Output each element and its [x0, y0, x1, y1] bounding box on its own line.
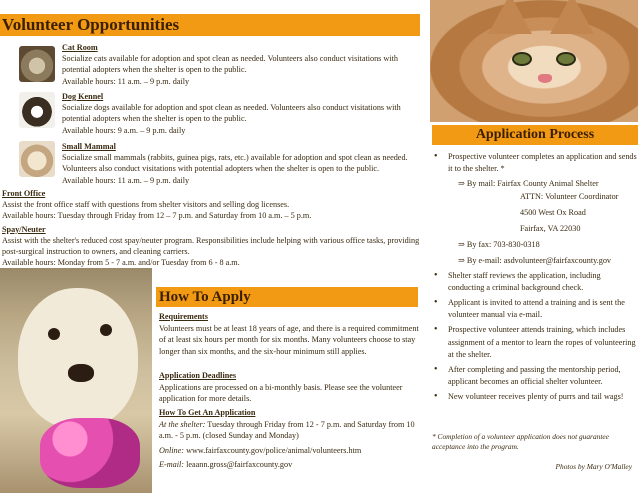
requirements-text: Volunteers must be at least 18 years of age, and there is a required commitment of at least six hours per month for six months. Many volunteers choose to stay longer than six months, and the six-hour minimum still applies. — [159, 323, 419, 356]
process-step-1: • Prospective volunteer completes an application and sends it to the shelter. * — [432, 151, 638, 175]
spay-neuter-title: Spay/Neuter — [2, 225, 46, 234]
application-footnote: * Completion of a volunteer application does not guarantee acceptance into the program. — [432, 432, 609, 451]
email-label: E-mail: — [159, 460, 185, 469]
deadlines-section — [159, 370, 421, 405]
dog-with-toy-photo — [0, 268, 152, 493]
online-url[interactable]: www.fairfaxcounty.gov/police/animal/volunteers.htm — [184, 445, 362, 455]
small-mammal-description: Socialize small mammals (rabbits, guinea pigs, rats, etc.) available for adoption and spot clean as needed. Volunteers also conduct visitations with potential adopters when the shelter is open to the public. — [62, 153, 408, 174]
cat-room-description: Socialize cats available for adoption and spot clean as needed. Volunteers also conduct visitations with potential adopters when the shelter is open to the public. — [62, 54, 398, 75]
dog-eye-right — [100, 324, 112, 336]
front-office-description: Assist the front office staff with questions from shelter visitors and selling dog licenses. — [2, 200, 290, 209]
at-shelter-line — [159, 419, 421, 442]
cat-nose — [538, 74, 552, 83]
email-line — [159, 459, 421, 471]
at-shelter-text: Tuesday through Friday from 12 - 7 p.m. and Saturday from 10 a.m. - 5 p.m. (closed Sunday and Monday) — [159, 419, 415, 440]
front-office-hours: Available hours: Tuesday through Friday from 12 – 7 p.m. and Saturday from 10 a.m. – 5 p.m. — [2, 211, 312, 220]
by-email-line: ⇒ By e-mail: asdvolunteer@fairfaxcounty.gov — [458, 256, 612, 266]
process-step-5: • After completing and passing the mentorship period, applicant becomes an official shelter volunteer. — [432, 364, 638, 388]
cat-eye-left — [512, 52, 532, 66]
process-step-2: • Shelter staff reviews the application, including conducting a criminal background check. — [432, 270, 638, 294]
small-mammal-section — [62, 141, 427, 186]
photo-credit: Photos by Mary O'Malley — [555, 462, 632, 471]
small-mammal-hours: Available hours: 11 a.m. – 9 p.m. daily — [62, 175, 190, 185]
get-application-title: How To Get An Application — [159, 408, 256, 417]
deadlines-title: Application Deadlines — [159, 371, 237, 380]
cat-ear-right — [550, 0, 594, 34]
dog-head — [18, 288, 138, 428]
pink-toy — [40, 418, 140, 488]
online-label: Online: — [159, 445, 185, 455]
address-street: 4500 West Ox Road — [520, 207, 586, 217]
requirements-title: Requirements — [159, 312, 208, 321]
small-mammal-title: Small Mammal — [62, 142, 116, 151]
deadlines-text: Applications are processed on a bi-monthly basis. Please see the volunteer application for more details. — [159, 382, 403, 403]
application-process-list — [432, 151, 638, 404]
dog-kennel-hours: Available hours: 9 a.m. – 9 p.m. daily — [62, 125, 186, 135]
small-mammal-thumbnail-photo — [19, 141, 55, 177]
dog-kennel-section — [62, 91, 427, 136]
cat-eye-right — [556, 52, 576, 66]
process-step-6: • New volunteer receives plenty of purrs and tail wags! — [432, 391, 638, 403]
dog-eye-left — [48, 328, 60, 340]
dog-thumbnail-photo — [19, 92, 55, 128]
process-step-4: • Prospective volunteer attends training, which includes assignment of a mentor to learn the ropes of volunteering at the shelter. — [432, 324, 638, 361]
get-application-section — [159, 407, 421, 471]
dog-kennel-title: Dog Kennel — [62, 92, 104, 101]
application-process-heading: Application Process — [432, 125, 638, 145]
at-shelter-label: At the shelter: — [159, 419, 206, 429]
cat-room-section — [62, 42, 427, 87]
volunteer-opportunities-heading: Volunteer Opportunities — [0, 14, 420, 36]
online-line — [159, 445, 421, 457]
by-mail-line: ⇒ By mail: Fairfax County Animal Shelter — [458, 179, 599, 189]
front-office-title: Front Office — [2, 189, 46, 198]
by-fax-line: ⇒ By fax: 703-830-0318 — [458, 240, 540, 250]
email-address[interactable]: leaann.gross@fairfaxcounty.gov — [184, 460, 293, 469]
address-attn: ATTN: Volunteer Coordinator — [520, 191, 619, 201]
how-to-apply-heading: How To Apply — [156, 287, 418, 307]
cat-room-title: Cat Room — [62, 43, 98, 52]
spay-neuter-hours: Available hours: Monday from 5 - 7 a.m. and/or Tuesday from 6 - 8 a.m. — [2, 258, 240, 267]
spay-neuter-section — [2, 224, 422, 268]
requirements-section — [159, 311, 421, 357]
dog-nose — [68, 364, 94, 382]
cat-ear-left — [488, 0, 532, 34]
address-city: Fairfax, VA 22030 — [520, 224, 581, 234]
cat-thumbnail-photo — [19, 46, 55, 82]
kitten-photo — [430, 0, 638, 122]
cat-room-hours: Available hours: 11 a.m. – 9 p.m. daily — [62, 76, 190, 86]
dog-kennel-description: Socialize dogs available for adoption and spot clean as needed. Volunteers also conduct visitations with potential adopters when the shelter is open to the public. — [62, 103, 401, 124]
process-step-3: • Applicant is invited to attend a training and is sent the volunteer manual via e-mail. — [432, 297, 638, 321]
spay-neuter-description: Assist with the shelter's reduced cost spay/neuter program. Responsibilities include helping with various office tasks, providing post-surgical instruction to owners, and cleaning carriers. — [2, 236, 420, 256]
front-office-section — [2, 188, 422, 221]
